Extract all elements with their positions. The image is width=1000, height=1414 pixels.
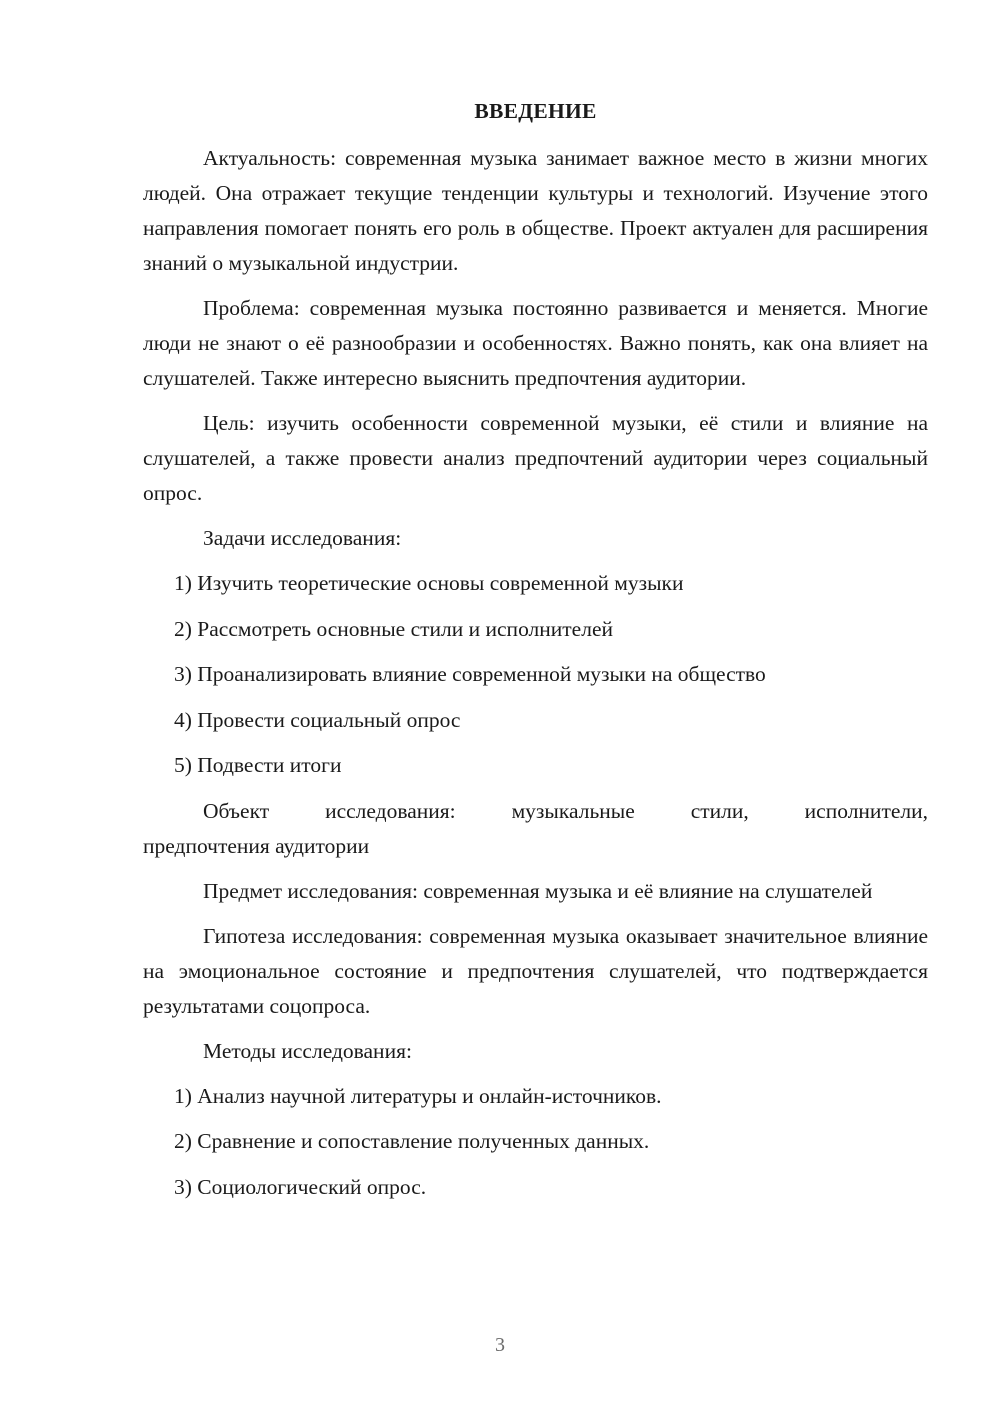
object-line-2: предпочтения аудитории	[143, 833, 370, 858]
list-item: 4) Провести социальный опрос	[174, 707, 461, 732]
list-item: 3) Социологический опрос.	[174, 1174, 427, 1199]
tasks-title: Задачи исследования:	[203, 526, 402, 550]
tasks-list	[143, 566, 928, 783]
hypothesis-paragraph: Гипотеза исследования: современная музыка оказывает значительное влияние на эмоциональное состояние и предпочтения слушателей, что подтверждается результатами соцопроса.	[143, 923, 928, 1018]
object-line-1: Объект исследования: музыкальные стили, исполнители,	[203, 798, 928, 823]
list-item: 2) Рассмотреть основные стили и исполнителей	[174, 616, 613, 641]
problem-paragraph: Проблема: современная музыка постоянно развивается и меняется. Многие люди не знают о её разнообразии и особенностях. Важно понять, как она влияет на слушателей. Также интересно выяснить предпочтения аудитории.	[143, 296, 928, 390]
methods-title: Методы исследования:	[203, 1038, 412, 1063]
list-item: 2) Сравнение и сопоставление полученных данных.	[174, 1129, 650, 1153]
page-number: 3	[495, 1334, 505, 1356]
goal-paragraph: Цель: изучить особенности современной музыки, её стили и влияние на слушателей, а также провести анализ предпочтений аудитории через социальный опрос.	[143, 411, 928, 505]
subject-paragraph: Предмет исследования: современная музыка и её влияние на слушателей	[203, 878, 873, 903]
document-page	[143, 96, 928, 1215]
list-item: 1) Изучить теоретические основы современной музыки	[174, 571, 684, 595]
relevance-paragraph: Актуальность: современная музыка занимает важное место в жизни многих людей. Она отражает текущие тенденции культуры и технологий. Изучение этого направления помогает понять его роль в обществе. Проект актуален для расширения знаний о музыкальной индустрии.	[143, 146, 928, 275]
list-item: 5) Подвести итоги	[174, 753, 342, 777]
list-item: 1) Анализ научной литературы и онлайн-источников.	[174, 1083, 662, 1108]
section-heading: ВВЕДЕНИЕ	[474, 99, 597, 123]
list-item: 3) Проанализировать влияние современной музыки на общество	[174, 662, 766, 686]
object-paragraph	[143, 794, 928, 864]
methods-list	[143, 1079, 928, 1205]
